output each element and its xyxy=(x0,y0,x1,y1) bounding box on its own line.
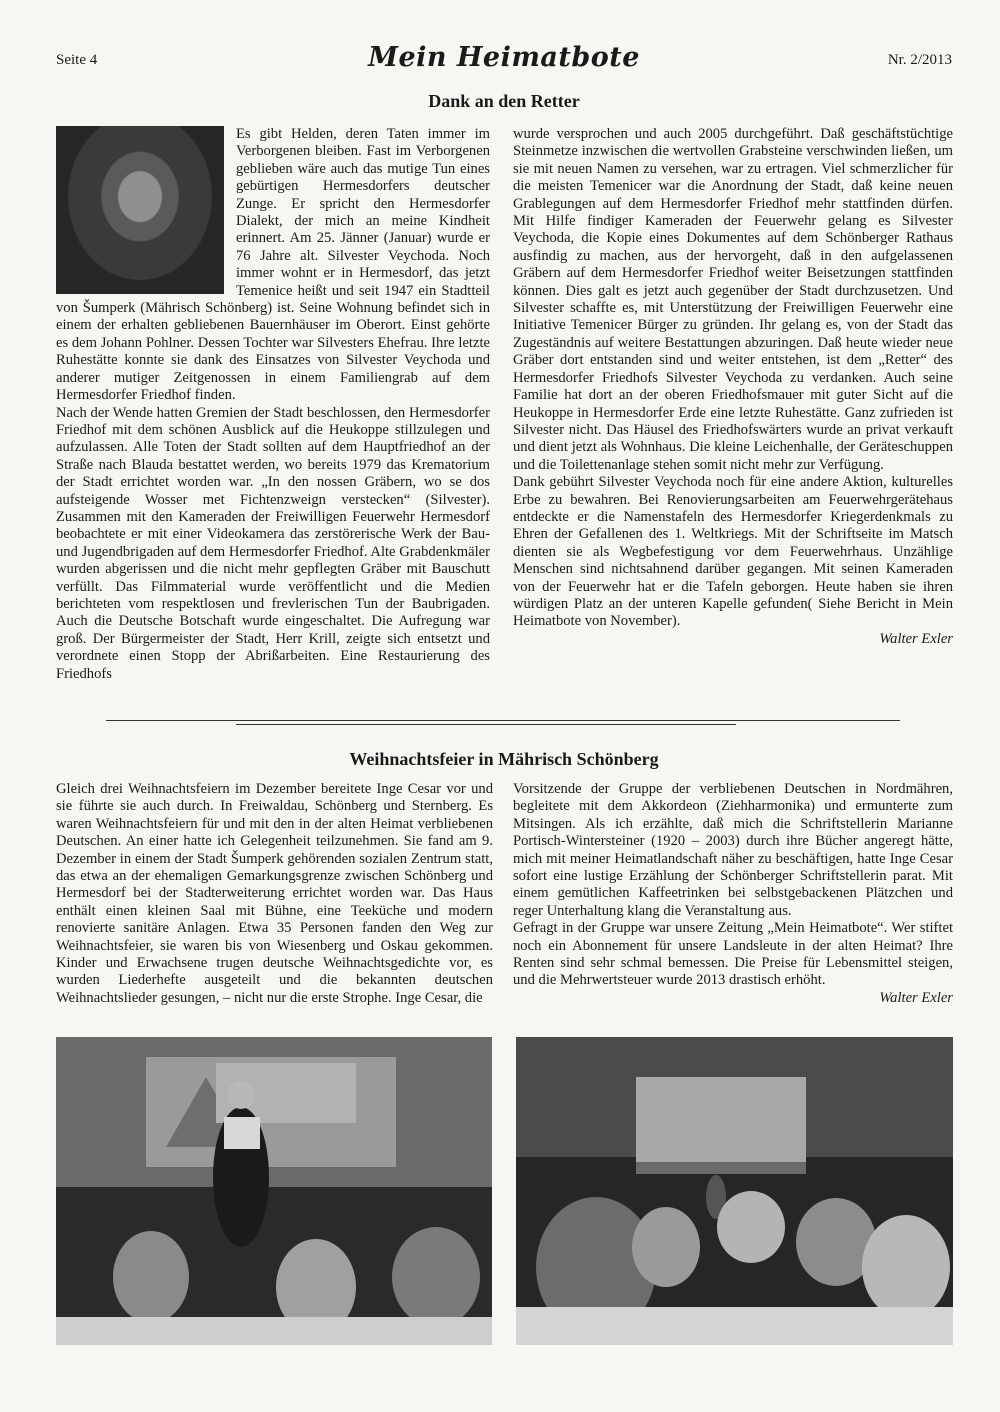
issue-number: Nr. 2/2013 xyxy=(887,52,952,68)
article1-title: Dank an den Retter xyxy=(428,91,580,111)
article2-left-column xyxy=(56,781,493,1007)
photo-coffee-table xyxy=(516,1037,953,1345)
section-divider xyxy=(106,720,900,721)
article2-right-column xyxy=(513,781,953,1007)
article2-author: Walter Exler xyxy=(879,989,953,1006)
article1-left-column xyxy=(56,126,490,683)
section-divider-thin xyxy=(236,724,736,725)
article2-paragraph: Vorsitzende der Gruppe der verbliebenen Deutschen in Nordmähren, begleitete mit dem Akkordeon (Ziehharmonika) und ermunterte zum Mitsingen. Als ich erzählte, daß mich die Schriftstellerin Marianne Portisch-Wintersteiner (1920 – 2003) durch ihre Bücher angeregt hätte, mich mit meiner Heimatlandschaft näher zu beschäftigen, hatte Inge Cesar sofort eine lustige Erzählung der Schönberger Schriftstellerin parat. Mit einem gemütlichen Kaffeetrinken bei selbstgebackenen Plätzchen und reger Unterhaltung klang die Veranstaltung aus. xyxy=(513,781,953,919)
portrait-photo xyxy=(56,126,224,294)
article1-right-column xyxy=(513,126,953,648)
newspaper-logo: Mein Heimatbote xyxy=(368,42,640,73)
article1-paragraph: Nach der Wende hatten Gremien der Stadt beschlossen, den Hermesdorfer Friedhof mit dem schönen Ausblick auf die Heukoppe stillzulegen und aufzulassen. Alle Toten der Stadt sollten auf dem Hauptfriedhof an der Straße nach Blauda bestattet werden, wo bereits 1979 das Krematorium der Stadt errichtet worden war. „In den nossen Gräbern, wo se dos aufsteigende Wosser met Fichtenzweign verstecken“ (Silvester). Zusammen mit den Kameraden der Freiwilligen Feuerwehr Hermesdorf beobachtete er mit einer Videokamera das zerstörerische Werk der Bau- und Jugendbrigaden auf dem Hermesdorfer Friedhof. Alte Grabdenkmäler wurden abgerissen und die nicht mehr gepflegten Gräber mit Bauschutt verfüllt. Das Filmmaterial wurde veröffentlicht und die Medien berichteten vom respektlosen und frevlerischen Tun der Baubrigaden. Auch die Deutsche Botschaft wurde eingeschaltet. Die Aufregung war groß. Der Bürgermeister der Stadt, Herr Krill, zeigte sich entsetzt und verordnete einen Stopp der Abrißarbeiten. Eine Restaurierung des Friedhofs xyxy=(56,404,490,682)
article1-paragraph: Dank gebührt Silvester Veychoda noch für eine andere Aktion, kulturelles Erbe zu bewahren. Bei Renovierungsarbeiten am Feuerwehrgerätehaus entdeckte er die Namenstafeln des Hermesdorfer Kriegerdenkmals zu Ehren der Gefallenen des 1. Weltkriegs. Mit der Schriftseite im Matsch dienten sie als Wegbefestigung vor dem Feuerwehrhaus. Unzählige Menschen sind nichtsahnend darüber gegangen. Mit seinen Kameraden von der Feuerwehr hat er die Tafeln geborgen. Heute haben sie ihren würdigen Platz an der unteren Kapelle gefunden( Siehe Bericht in Mein Heimatbote von November). xyxy=(513,474,953,630)
page-number: Seite 4 xyxy=(56,52,98,68)
photo-accordion-player xyxy=(56,1037,492,1345)
article2-paragraph: Gleich drei Weihnachtsfeiern im Dezember bereitete Inge Cesar vor und sie führte sie auch durch. In Freiwaldau, Schönberg und Sternberg. Es waren Weihnachtsfeiern für und mit den in der alten Heimat verbliebenen Deutschen. An einer hatte ich Gelegenheit teilzunehmen. Sie fand am 9. Dezember in einem der Stadt Šumperk gehörenden sozialen Zentrum statt, das etwa an der ehemaligen Gemarkungsgrenze zwischen Schönberg und Hermesdorf bei der Stadterweiterung errichtet worden war. Das Haus enthält einen kleinen Saal mit Bühne, eine Teeküche und modern renovierte sanitäre Anlagen. Etwa 35 Personen fanden den Weg zur Weihnachtsfeier, sie waren bis von Wiesenberg und Oskau gekommen. Kinder und Erwachsene trugen deutsche Weihnachtsgedichte vor, es wurden Liederhefte ausgeteilt und die bekannten deutschen Weihnachtslieder gesungen, – nicht nur die erste Strophe. Inge Cesar, die xyxy=(56,781,493,1006)
article2-title: Weihnachtsfeier in Mährisch Schönberg xyxy=(349,749,659,769)
article2-paragraph: Gefragt in der Gruppe war unsere Zeitung „Mein Heimatbote“. Wer stiftet noch ein Abonnement für unsere Landsleute in der alten Heimat? Ihre Renten sind sehr schmal bemessen. Die Preise für Lebensmittel steigen, und die Mehrwertsteuer wurde 2013 drastisch erhöht. xyxy=(513,920,953,989)
masthead xyxy=(56,42,952,78)
article1-paragraph: Es gibt Helden, deren Taten immer im Verborgenen bleiben. Fast im Verborgenen geblieben wäre auch das mutige Tun eines gebürtigen Hermesdorfers deutscher Zunge. Er spricht den Hermesdorfer Dialekt, der mich an meine Kindheit erinnert. Am 25. Jänner (Januar) wurde er 76 Jahre alt. Silvester Veychoda. Noch immer wohnt er in Hermesdorf, das jetzt Temenice heißt und seit 1947 ein Stadtteil von Šumperk (Mährisch Schönberg) ist. Seine Wohnung befindet sich in einem der erhalten gebliebenen Bauernhäuser im Oberort. Einst gehörte es dem Johann Pohlner. Dessen Tochter war Silvesters Ehefrau. Ihre letzte Ruhestätte konnte sie dank des Einsatzes von Silvester Veychoda und anderer mutiger Zeitgenossen in einem Familiengrab auf dem Hermesdorfer Friedhof finden. xyxy=(56,126,490,404)
article1-paragraph: wurde versprochen und auch 2005 durchgeführt. Daß geschäftstüchtige Steinmetze inzwischen die wertvollen Grabsteine verschwinden ließen, um sie mit neuen Namen zu versehen, war zu ertragen. Viel schmerzlicher für die meisten Temenicer war die Anordnung der Stadt, daß keine neuen Grablegungen auf dem Hermesdorfer Friedhof mehr stattfinden dürfen. Mit Hilfe findiger Kameraden der Feuerwehr gelang es Silvester Veychoda, die Kopie eines Dokumentes auf dem Schönberger Rathaus ausfindig zu machen, aus der hervorgeht, daß in den aufgelassenen Gräbern auf dem Hermesdorfer Friedhof weiter Beisetzungen stattfinden können. Dies galt es jetzt auch gegenüber der Stadt durchzusetzen. Und Silvester schaffte es, mit Unterstützung der Freiwilligen Feuerwehr eine Initiative Temenicer Bürger zu gründen. Ihr gelang es, von der Stadt das Zugeständnis auf weitere Bestattungen abzuringen. Daß heute wieder neue Gräber dort entstanden sind und weiter entstehen, ist dem „Retter“ des Hermesdorfer Friedhofs Silvester Veychoda zu verdanken. Auch seine Familie hat dort an der oberen Friedhofsmauer mit guter Sicht auf die Heukoppe in Hermesdorfer Erde eine letzte Ruhestätte. Ganz zufrieden ist Silvester nicht. Das Häusel des Friedhofswärters wurde an privat verkauft und dient jetzt als Wohnhaus. Die kleine Leichenhalle, der Geräteschuppen und die Toilettenanlage stehen somit nicht mehr zur Verfügung. xyxy=(513,126,953,473)
article1-author: Walter Exler xyxy=(879,630,953,647)
